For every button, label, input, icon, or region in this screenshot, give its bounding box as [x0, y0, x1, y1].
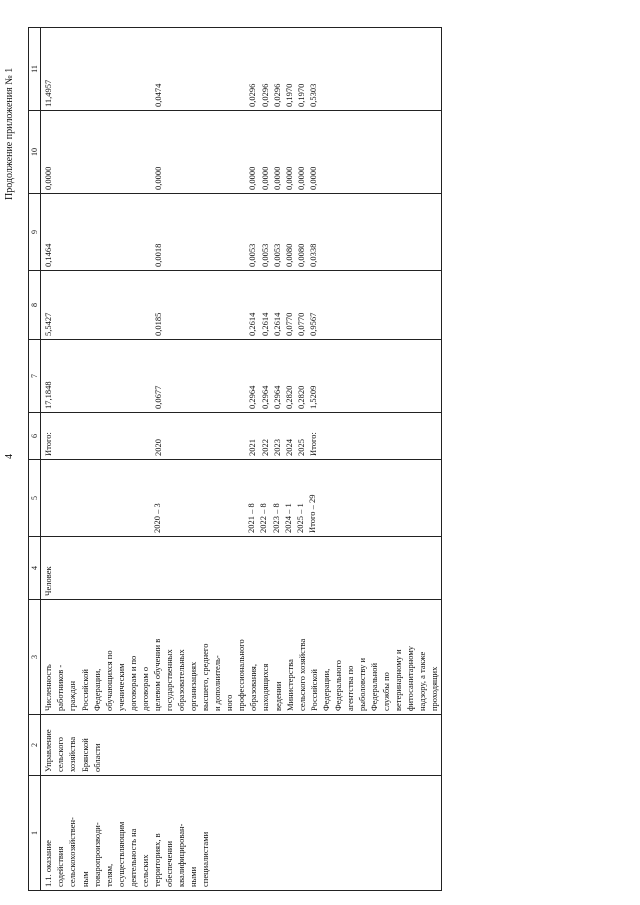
col-number-7: 7: [29, 340, 41, 413]
text-line: 2025 – 1: [294, 503, 305, 533]
measure-description-cell: [41, 776, 442, 891]
text-line: 0,0000: [259, 166, 270, 190]
text-line: фитосанитарному: [405, 646, 416, 711]
text-line: Управление: [43, 729, 54, 772]
col-number-2: 2: [29, 715, 41, 776]
text-line: 2021: [247, 439, 258, 456]
text-line: обучающихся по: [103, 650, 114, 711]
text-line: 0,2820: [295, 385, 306, 409]
text-line: 0,1970: [295, 83, 306, 107]
col10-total: 0,0000: [43, 166, 54, 190]
text-line: целевом обучении в: [151, 638, 162, 711]
text-line: 0,0296: [271, 83, 282, 107]
text-line: Министерства: [284, 659, 295, 711]
text-line: Итого – 29: [306, 494, 317, 533]
measure-description: [42, 779, 211, 887]
year-2020: 2020: [153, 439, 164, 456]
text-line: Федеральной: [369, 662, 380, 711]
text-line: ным: [79, 871, 90, 887]
col-number-11: 11: [29, 28, 41, 111]
col10-values: [246, 114, 318, 190]
text-line: работников -: [55, 664, 66, 711]
text-line: Брянской: [79, 738, 90, 772]
col7-2020: 0,0677: [153, 385, 164, 409]
col11-2020: 0,0474: [153, 83, 164, 107]
text-line: ного: [224, 694, 235, 711]
col-number-3: 3: [29, 600, 41, 715]
executor-name: [42, 718, 102, 772]
text-line: 2021 – 8: [246, 503, 257, 533]
col11-total: 11,4957: [43, 79, 54, 107]
text-line: 0,0080: [283, 243, 294, 267]
text-line: обеспечении: [163, 840, 174, 887]
indicator-description: [42, 603, 440, 711]
text-line: 0,2964: [259, 385, 270, 409]
col-number-5: 5: [29, 460, 41, 537]
text-line: сельского хозяйства: [296, 638, 307, 711]
table-row: [41, 28, 442, 891]
col8-2020: 0,0185: [153, 312, 164, 336]
col7-cell: [41, 340, 442, 413]
text-line: 2024: [283, 439, 294, 456]
text-line: 0,0053: [271, 243, 282, 267]
text-line: 2025: [295, 439, 306, 456]
text-line: 2023 – 8: [270, 503, 281, 533]
text-line: 0,5303: [307, 83, 318, 107]
col8-total: 5,5427: [43, 312, 54, 336]
text-line: 0,2964: [247, 385, 258, 409]
text-line: Федерации,: [91, 668, 102, 711]
col10-2020: 0,0000: [153, 166, 164, 190]
col10-cell: [41, 111, 442, 194]
text-line: территориях, в: [151, 833, 162, 887]
col-number-4: 4: [29, 537, 41, 600]
text-line: 0,0000: [307, 166, 318, 190]
budget-table: [28, 27, 442, 891]
text-line: сельских: [139, 854, 150, 887]
text-line: области: [91, 743, 102, 772]
col-number-10: 10: [29, 111, 41, 194]
text-line: 0,2614: [259, 312, 270, 336]
text-line: 0,2614: [247, 312, 258, 336]
text-line: 0,2820: [283, 385, 294, 409]
text-line: 0,0000: [283, 166, 294, 190]
total-label-top: Итого:: [43, 432, 54, 456]
year-cell: [41, 413, 442, 460]
text-line: и дополнитель-: [212, 655, 223, 711]
text-line: 1,5209: [307, 385, 318, 409]
text-line: 0,1970: [283, 83, 294, 107]
col-number-6: 6: [29, 413, 41, 460]
text-line: находящихся: [260, 663, 271, 711]
text-line: хозяйства: [67, 736, 78, 772]
text-line: 2024 – 1: [282, 503, 293, 533]
text-line: Российской: [308, 669, 319, 711]
text-line: 0,0770: [295, 312, 306, 336]
text-line: 2022 – 8: [258, 503, 269, 533]
text-line: 2022: [259, 439, 270, 456]
text-line: 1.1. оказание: [43, 840, 54, 887]
text-line: сельского: [55, 736, 66, 772]
text-line: граждан: [67, 680, 78, 711]
text-line: ными: [188, 866, 199, 887]
plan-values-by-year: [245, 463, 317, 533]
text-line: квалифицирован-: [176, 823, 187, 887]
text-line: высшего, среднего: [200, 643, 211, 711]
text-line: 0,0338: [307, 243, 318, 267]
col7-total: 17,1848: [43, 381, 54, 409]
col9-total: 0,1464: [43, 243, 54, 267]
text-line: Федерального: [332, 659, 343, 711]
col8-cell: [41, 271, 442, 340]
col9-cell: [41, 194, 442, 271]
text-line: договорам о: [139, 666, 150, 711]
text-line: деятельность на: [127, 828, 138, 887]
text-line: государственных: [163, 649, 174, 711]
text-line: организациях: [188, 661, 199, 711]
text-line: проходящих: [429, 666, 440, 711]
continuation-label: Продолжение приложения № 1: [4, 67, 15, 200]
text-line: образования,: [248, 664, 259, 711]
text-line: 0,2614: [271, 312, 282, 336]
text-line: телям,: [103, 863, 114, 887]
text-line: 0,0053: [247, 243, 258, 267]
col9-2020: 0,0018: [153, 243, 164, 267]
years-list: [246, 416, 318, 456]
col7-values: [246, 343, 318, 409]
text-line: 0,0000: [271, 166, 282, 190]
text-line: 0,0770: [283, 312, 294, 336]
text-line: надзору, а также: [417, 651, 428, 711]
text-line: содействия: [55, 846, 66, 887]
text-line: 0,2964: [271, 385, 282, 409]
text-line: агентства по: [344, 665, 355, 711]
col-number-8: 8: [29, 271, 41, 340]
text-line: 0,0000: [295, 166, 306, 190]
text-line: 0,0296: [247, 83, 258, 107]
plan-value-2020: 2020 – 3: [152, 503, 163, 533]
text-line: ученическим: [115, 663, 126, 711]
text-line: профессионального: [236, 639, 247, 711]
indicator-cell: [41, 600, 442, 715]
text-line: Итого:: [307, 432, 318, 456]
text-line: рыболовству и: [356, 657, 367, 711]
col-number-9: 9: [29, 194, 41, 271]
unit-cell: [41, 537, 442, 600]
text-line: ведении: [272, 681, 283, 711]
column-number-row: [29, 28, 41, 891]
unit-label: Человек: [43, 566, 54, 596]
text-line: 0,0000: [247, 166, 258, 190]
text-line: ветеринарному и: [393, 649, 404, 711]
text-line: 0,0296: [259, 83, 270, 107]
col8-values: [246, 274, 318, 336]
text-line: 0,9567: [307, 312, 318, 336]
text-line: службы по: [381, 672, 392, 711]
text-line: 2023: [271, 439, 282, 456]
text-line: договорам и по: [127, 655, 138, 711]
text-line: Федерации,: [320, 668, 331, 711]
col-number-1: 1: [29, 776, 41, 891]
text-line: осуществляющим: [115, 821, 126, 887]
text-line: сельскохозяйствен-: [67, 817, 78, 887]
col11-cell: [41, 28, 442, 111]
plan-values-cell: [41, 460, 442, 537]
col9-values: [246, 197, 318, 267]
text-line: 0,0053: [259, 243, 270, 267]
col11-values: [246, 31, 318, 107]
text-line: 0,0080: [295, 243, 306, 267]
text-line: Численность: [43, 664, 54, 711]
text-line: Российской: [79, 669, 90, 711]
text-line: товаропроизводи-: [91, 822, 102, 887]
executor-cell: [41, 715, 442, 776]
text-line: специалистами: [200, 831, 211, 887]
page-number: 4: [4, 454, 15, 459]
text-line: образовательных: [176, 649, 187, 711]
